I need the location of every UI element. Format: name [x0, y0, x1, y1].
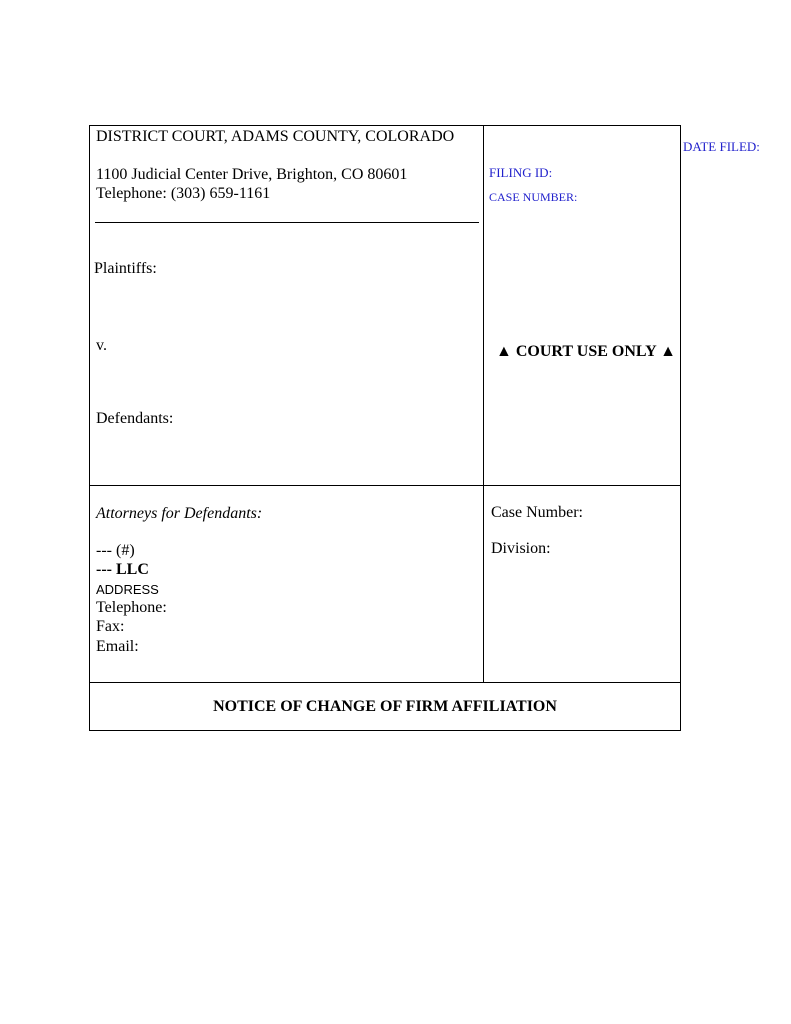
division-label: Division:: [491, 540, 551, 557]
attorney-firm: --- LLC: [96, 561, 149, 578]
date-filed-label: DATE FILED:: [683, 139, 760, 154]
document-title: NOTICE OF CHANGE OF FIRM AFFILIATION: [213, 698, 557, 715]
attorney-telephone: Telephone:: [96, 599, 167, 616]
court-use-only: [496, 342, 676, 361]
court-use-only-label: COURT USE ONLY: [515, 343, 657, 360]
court-telephone: Telephone: (303) 659-1161: [96, 185, 271, 202]
attorney-name: --- (#): [96, 542, 135, 559]
case-caption-box: [89, 125, 681, 731]
triangle-up-icon: ▲: [660, 343, 676, 360]
defendants-label: Defendants:: [96, 410, 174, 427]
attorneys-heading: Attorneys for Defendants:: [96, 505, 263, 522]
triangle-up-icon: ▲: [496, 343, 512, 360]
court-address: 1100 Judicial Center Drive, Brighton, CO 80601: [96, 166, 408, 183]
row-divider-title: [90, 682, 680, 683]
court-info-separator: [95, 222, 479, 223]
court-name: DISTRICT COURT, ADAMS COUNTY, COLORADO: [96, 128, 455, 145]
column-divider: [483, 126, 484, 682]
filing-id-label: FILING ID:: [489, 165, 553, 180]
attorney-address: ADDRESS: [96, 582, 159, 597]
attorney-email: Email:: [96, 638, 139, 655]
plaintiffs-label: Plaintiffs:: [94, 260, 157, 277]
case-number-label: Case Number:: [491, 504, 583, 521]
versus-label: v.: [96, 337, 107, 354]
clerk-case-number-label: CASE NUMBER:: [489, 190, 578, 204]
row-divider-attorneys: [90, 485, 680, 486]
attorney-fax: Fax:: [96, 618, 125, 635]
